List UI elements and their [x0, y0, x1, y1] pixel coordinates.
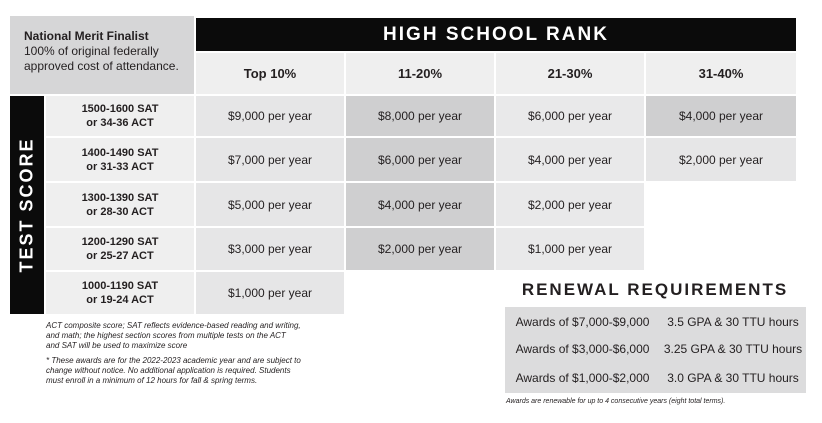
award-cell: $5,000 per year: [196, 183, 344, 226]
row-label: [46, 138, 194, 181]
sat-range: 1300-1390 SAT: [81, 191, 159, 204]
sat-range: 1400-1490 SAT: [81, 146, 159, 159]
award-cell: $4,000 per year: [346, 183, 494, 226]
note-line: ACT composite score; SAT reflects evidence-based reading and writing,: [46, 321, 301, 330]
renewal-requirement: 3.0 GPA & 30 TTU hours: [667, 371, 799, 385]
column-header-21-30: 21-30%: [496, 53, 644, 94]
renewal-requirement: 3.25 GPA & 30 TTU hours: [663, 342, 803, 356]
merit-desc-line: approved cost of attendance.: [24, 59, 179, 73]
renewal-amount: Awards of $3,000-$6,000: [515, 342, 650, 356]
column-header-11-20: 11-20%: [346, 53, 494, 94]
renewal-footnote: Awards are renewable for up to 4 consecutive years (eight total terms).: [506, 398, 726, 405]
note-line: and SAT will be used to maximize score: [46, 341, 188, 350]
award-cell: $6,000 per year: [346, 138, 494, 181]
high-school-rank-header: HIGH SCHOOL RANK: [196, 18, 796, 51]
sat-range: 1200-1290 SAT: [81, 236, 159, 248]
row-label: [46, 183, 194, 226]
act-range: or 19-24 ACT: [86, 294, 154, 306]
award-cell: $3,000 per year: [196, 228, 344, 270]
row-label: [46, 96, 194, 136]
award-cell: $6,000 per year: [496, 96, 644, 136]
sat-range: 1500-1600 SAT: [81, 103, 159, 115]
renewal-amount: Awards of $1,000-$2,000: [515, 371, 650, 385]
award-cell: $2,000 per year: [346, 228, 494, 270]
award-cell: $9,000 per year: [196, 96, 344, 136]
renewal-row: [505, 307, 806, 337]
merit-title: National Merit Finalist: [24, 29, 149, 43]
award-cell: $2,000 per year: [496, 183, 644, 226]
award-cell: $7,000 per year: [196, 138, 344, 181]
sat-range: 1000-1190 SAT: [81, 280, 159, 292]
award-cell: $1,000 per year: [496, 228, 644, 270]
award-cell: $8,000 per year: [346, 96, 494, 136]
test-score-label: TEST SCORE: [16, 137, 37, 273]
award-cell: $1,000 per year: [196, 272, 344, 314]
note-line: and math; the highest section scores from multiple tests on the ACT: [46, 331, 286, 340]
merit-desc-line: 100% of original federally: [24, 44, 159, 58]
award-cell: $4,000 per year: [646, 96, 796, 136]
renewal-row: [505, 334, 806, 364]
renewal-amount: Awards of $7,000-$9,000: [515, 315, 650, 329]
note-line: must enroll in a minimum of 12 hours for fall & spring terms.: [46, 376, 258, 385]
renewal-row: [505, 363, 806, 393]
note-line: change without notice. No additional application is required. Students: [46, 366, 291, 375]
column-header-top-10: Top 10%: [196, 53, 344, 94]
act-range: or 28-30 ACT: [86, 205, 154, 218]
renewal-requirements-title: RENEWAL REQUIREMENTS: [521, 280, 789, 299]
column-header-31-40: 31-40%: [646, 53, 796, 94]
award-cell: $4,000 per year: [496, 138, 644, 181]
national-merit-box: [10, 16, 194, 94]
renewal-requirement: 3.5 GPA & 30 TTU hours: [667, 315, 799, 329]
award-year-note: [46, 356, 376, 386]
row-label: [46, 272, 194, 314]
act-range: or 25-27 ACT: [86, 250, 154, 262]
row-label: [46, 228, 194, 270]
note-line: * These awards are for the 2022-2023 academic year and are subject to: [46, 356, 301, 365]
merit-description: [24, 44, 194, 74]
composite-score-note: [46, 321, 376, 351]
test-score-bar: [10, 96, 44, 314]
act-range: or 34-36 ACT: [86, 117, 154, 129]
award-cell: $2,000 per year: [646, 138, 796, 181]
act-range: or 31-33 ACT: [86, 160, 154, 173]
